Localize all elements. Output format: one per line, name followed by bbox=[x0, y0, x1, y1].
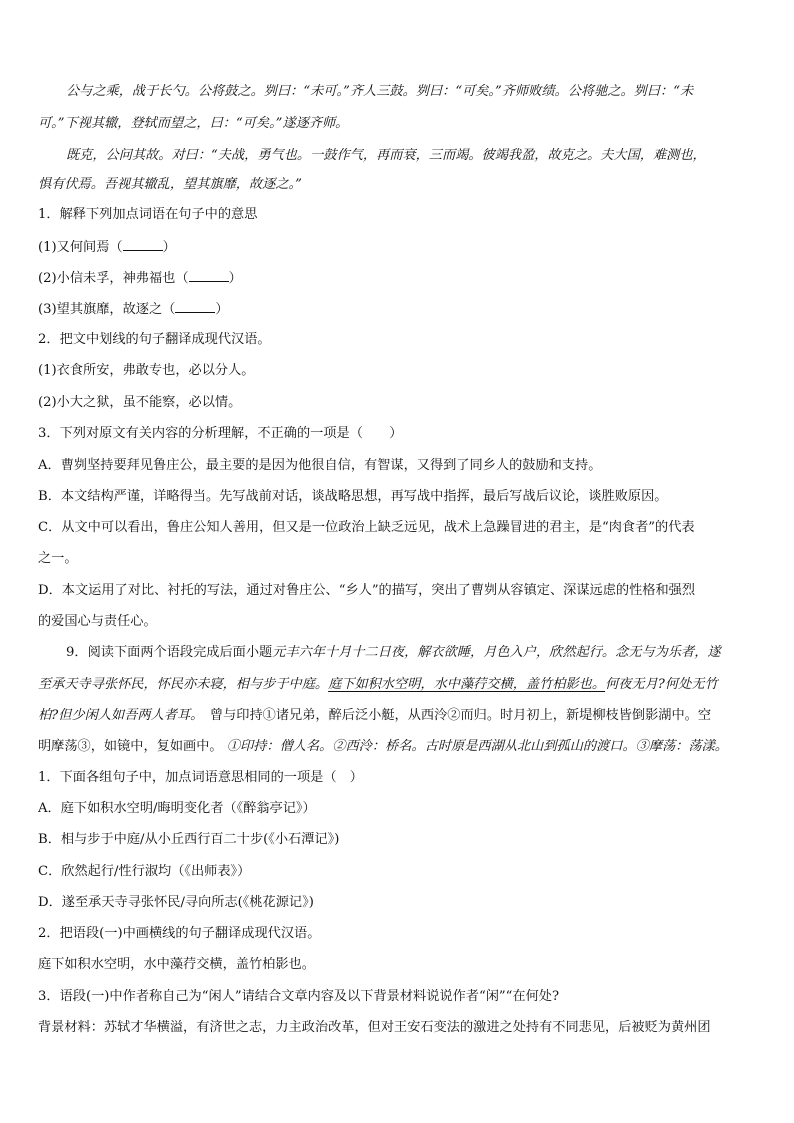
passage2-text: 柏?但少闲人如吾两人者耳。 bbox=[38, 708, 197, 723]
question-5-title: 2．把语段(一)中画横线的句子翻译成现代汉语。 bbox=[38, 926, 321, 941]
question-3-option-c-line-1: C．从文中可以看出，鲁庄公知人善用，但又是一位政治上缺乏远见，战术上急躁冒进的君主，是“肉食者”的代表 bbox=[38, 520, 695, 535]
passage1-line-3: 既克，公问其故。对曰：“夫战，勇气也。一鼓作气，再而衰，三而竭。彼竭我盈，故克之。夫大国，难测也， bbox=[66, 148, 706, 163]
close-paren: ） bbox=[162, 240, 176, 255]
item-text: (1)又何间焉（ bbox=[38, 240, 123, 255]
question-1-item-3 bbox=[38, 299, 760, 320]
answer-blank bbox=[189, 268, 229, 282]
passage2-line-3 bbox=[38, 706, 760, 726]
question-5-sentence: 庭下如积水空明，水中藻荇交横，盖竹柏影也。 bbox=[38, 957, 315, 972]
passage2-text: 何夜无月?何处无竹 bbox=[605, 677, 718, 692]
question-2-item-1: (1)衣食所安，弗敢专也，必以分人。 bbox=[38, 363, 255, 378]
question-3-option-a: A．曹刿坚持要拜见鲁庄公，最主要的是因为他很自信，有智谋，又得到了同乡人的鼓励和支持。 bbox=[38, 458, 602, 473]
question-1-item-2 bbox=[38, 268, 760, 289]
passage2-line-2 bbox=[38, 675, 760, 695]
question-2-title: 2．把文中划线的句子翻译成现代汉语。 bbox=[38, 332, 271, 347]
passage2-line-1 bbox=[66, 643, 760, 663]
background-material: 背景材料：苏轼才华横溢，有济世之志，力主政治改革，但对王安石变法的激进之处持有不同悲见，后被贬为黄州团 bbox=[38, 1020, 711, 1035]
question-3-option-c-line-2: 之一。 bbox=[38, 551, 78, 566]
question-4-option-d: D．遂至承天寺寻张怀民/寻向所志(《桃花源记》) bbox=[38, 895, 314, 910]
close-paren: ） bbox=[215, 302, 229, 317]
question-4-option-a: A．庭下如积水空明/晦明变化者（《醉翁亭记》） bbox=[38, 801, 316, 816]
question-1-title: 1．解释下列加点词语在句子中的意思 bbox=[38, 207, 258, 222]
passage1-line-2: 可。”下视其辙，登轼而望之，曰：“可矣。”遂逐齐师。 bbox=[38, 116, 349, 131]
question-3-option-d-line-1: D．本文运用了对比、衬托的写法，通过对鲁庄公、“乡人”的描写，突出了曹刿从容镇定、深谋远虑的性格和强烈 bbox=[38, 583, 696, 598]
item-text: (3)望其旗靡，故逐之（ bbox=[38, 302, 176, 317]
item-text: (2)小信未孚，神弗福也（ bbox=[38, 271, 189, 286]
question-3-title: 3．下列对原文有关内容的分析理解，不正确的一项是（ ） bbox=[38, 426, 403, 441]
passage2-text: 至承天寺寻张怀民，怀民亦未寝，相与步于中庭。 bbox=[38, 677, 329, 692]
answer-blank bbox=[175, 299, 215, 313]
question-9-lead: 9．阅读下面两个语段完成后面小题 bbox=[66, 645, 273, 660]
question-3-option-d-line-2: 的爱国心与责任心。 bbox=[38, 614, 157, 629]
question-4-title: 1．下面各组句子中，加点词语意思相同的一项是（ ） bbox=[38, 770, 363, 785]
question-3-option-b: B．本文结构严谨，详略得当。先写战前对话，谈战略思想，再写战中指挥，最后写战后议论，谈胜败原因。 bbox=[38, 489, 668, 504]
question-4-option-c: C．欣然起行/性行淑均（《出师表》） bbox=[38, 864, 251, 879]
answer-blank bbox=[123, 237, 163, 251]
question-1-item-1 bbox=[38, 237, 760, 258]
passage1-line-4: 惧有伏焉。吾视其辙乱，望其旗靡，故逐之。” bbox=[38, 177, 302, 192]
question-4-option-b: B．相与步于中庭/从小丘西行百二十步(《小石潭记》) bbox=[38, 832, 340, 847]
question-2-item-2: (2)小大之狱，虽不能察，必以情。 bbox=[38, 395, 242, 410]
underlined-sentence: 庭下如积水空明，水中藻荇交横，盖竹柏影也。 bbox=[328, 677, 606, 692]
footnotes: ①印持：僧人名。②西泠：桥名。古时原是西湖从北山到孤山的渡口。③摩荡：荡漾。 bbox=[226, 739, 728, 754]
passage1-line-1: 公与之乘，战于长勺。公将鼓之。刿曰：“未可。”齐人三鼓。刿曰：“可矣。”齐师败绩。公将驰之。刿曰：“未 bbox=[66, 84, 694, 99]
passage2-text: 元丰六年十月十二日夜，解衣欲睡，月色入户，欣然起行。念无与为乐者，遂 bbox=[272, 645, 721, 660]
question-6-title: 3．语段(一)中作者称自己为“闲人”请结合文章内容及以下背景材料说说作者“闲”“在何处? bbox=[38, 989, 560, 1004]
passage3-text: 明摩荡③，如镜中，复如画中。 bbox=[38, 739, 227, 754]
passage3-text: 曾与印持①诸兄弟，醉后泛小艇，从西泠②而归。时月初上，新堤柳枝皆倒影湖中。空 bbox=[196, 708, 712, 723]
passage2-line-4 bbox=[38, 737, 760, 757]
close-paren: ） bbox=[228, 271, 242, 286]
